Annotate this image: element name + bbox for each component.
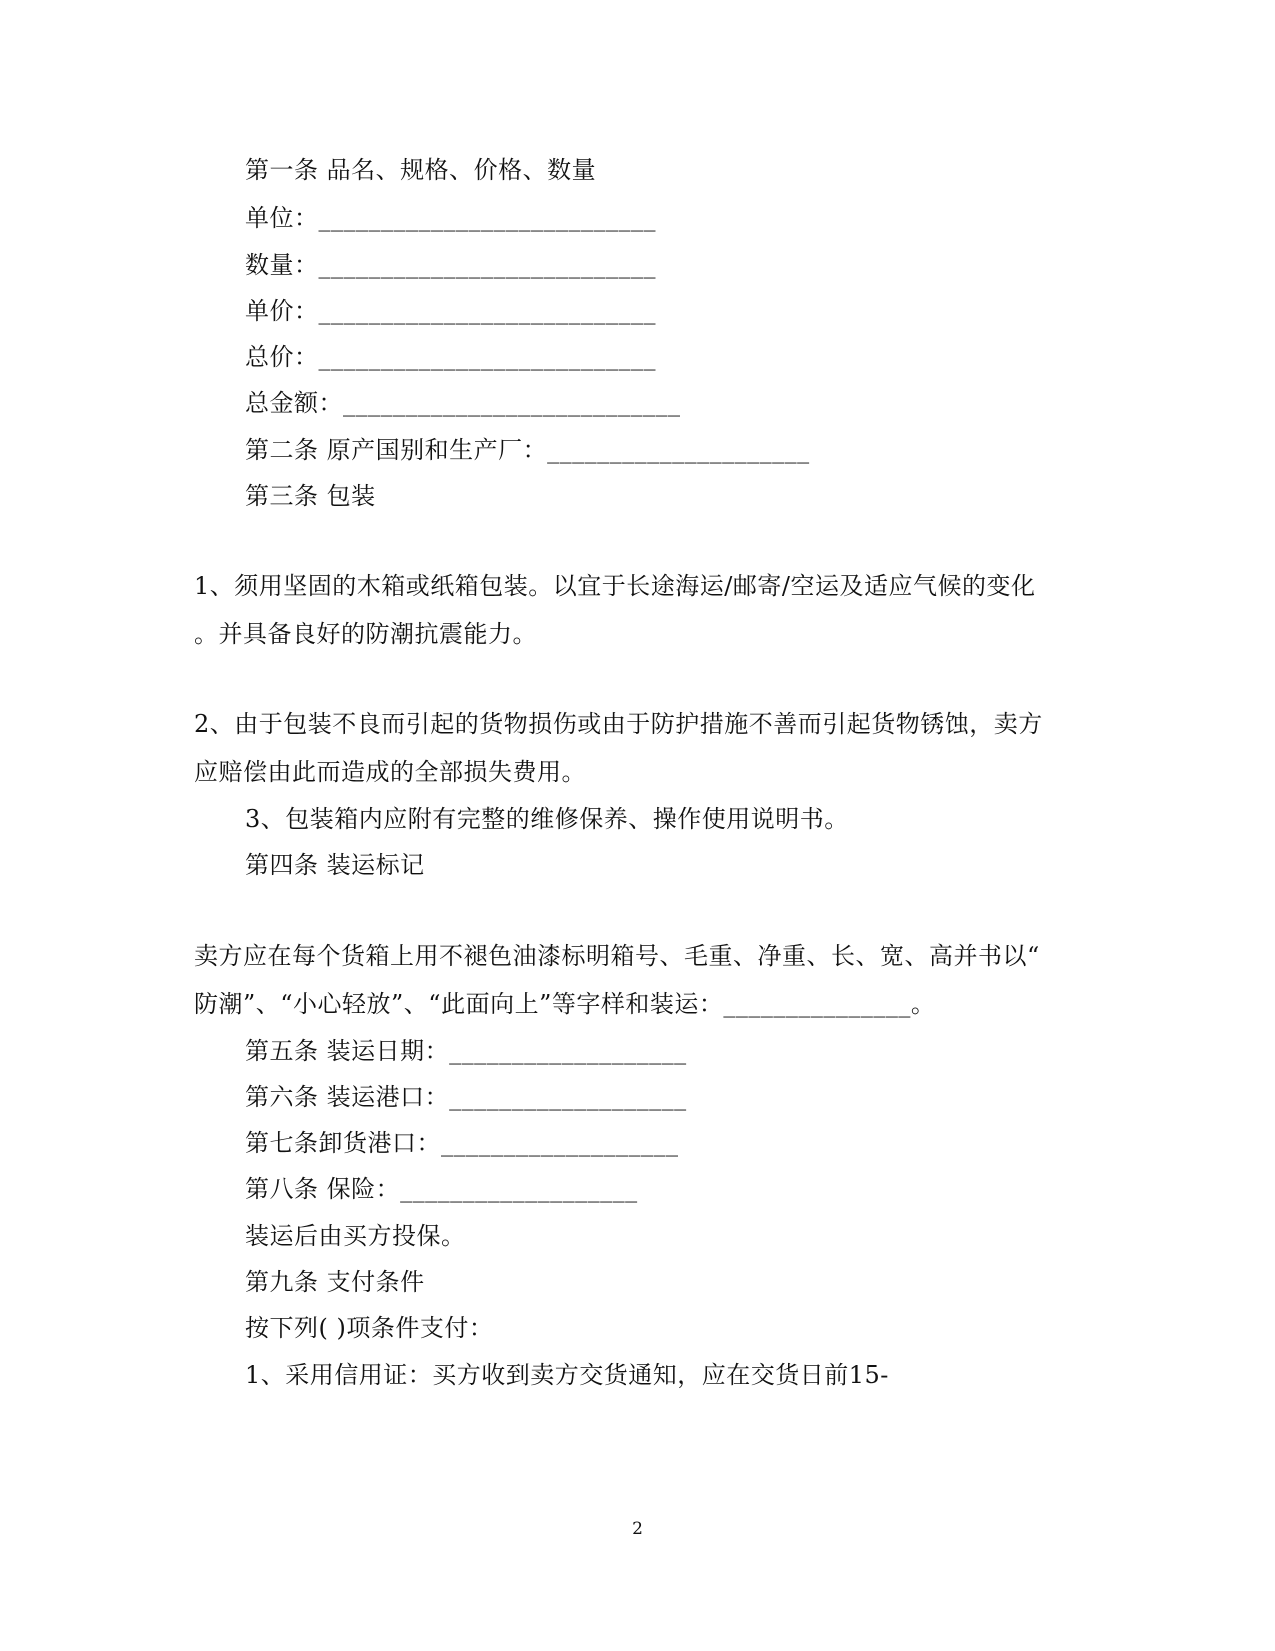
marking-clause-line-2: 防潮”、“小心轻放”、“此面向上”等字样和装运：_______________。 xyxy=(194,990,936,1018)
article-2-origin: 第二条 原产国别和生产厂：_____________________ xyxy=(245,436,810,464)
payment-option-intro: 按下列( )项条件支付： xyxy=(245,1314,494,1342)
quantity-field: 数量：___________________________ xyxy=(245,251,656,279)
article-7-port-of-discharge: 第七条卸货港口：___________________ xyxy=(245,1129,679,1157)
unit-price-field: 单价：___________________________ xyxy=(245,297,656,325)
article-6-port-of-shipment: 第六条 装运港口：___________________ xyxy=(245,1083,687,1111)
article-1-heading: 第一条 品名、规格、价格、数量 xyxy=(245,156,597,184)
article-3-heading: 第三条 包装 xyxy=(245,482,376,510)
insurance-note: 装运后由买方投保。 xyxy=(245,1222,466,1250)
total-amount-field: 总金额：___________________________ xyxy=(245,389,681,417)
total-price-field: 总价：___________________________ xyxy=(245,343,656,371)
packing-clause-1-line-1: 1、须用坚固的木箱或纸箱包装。以宜于长途海运/邮寄/空运及适应气候的变化 xyxy=(194,572,1036,600)
packing-clause-1-line-2: 。并具备良好的防潮抗震能力。 xyxy=(194,620,537,648)
packing-clause-3: 3、包装箱内应附有完整的维修保养、操作使用说明书。 xyxy=(245,805,849,833)
article-5-shipment-date: 第五条 装运日期：___________________ xyxy=(245,1037,687,1065)
article-8-insurance: 第八条 保险：___________________ xyxy=(245,1175,638,1203)
payment-option-1: 1、采用信用证：买方收到卖方交货通知，应在交货日前15- xyxy=(245,1361,889,1389)
unit-field: 单位：___________________________ xyxy=(245,204,656,232)
packing-clause-2-line-1: 2、由于包装不良而引起的货物损伤或由于防护措施不善而引起货物锈蚀，卖方 xyxy=(194,710,1043,738)
page-number: 2 xyxy=(632,1519,643,1539)
article-9-heading: 第九条 支付条件 xyxy=(245,1268,425,1296)
packing-clause-2-line-2: 应赔偿由此而造成的全部损失费用。 xyxy=(194,758,586,786)
marking-clause-line-1: 卖方应在每个货箱上用不褪色油漆标明箱号、毛重、净重、长、宽、高并书以“ xyxy=(194,942,1040,970)
article-4-heading: 第四条 装运标记 xyxy=(245,851,425,879)
